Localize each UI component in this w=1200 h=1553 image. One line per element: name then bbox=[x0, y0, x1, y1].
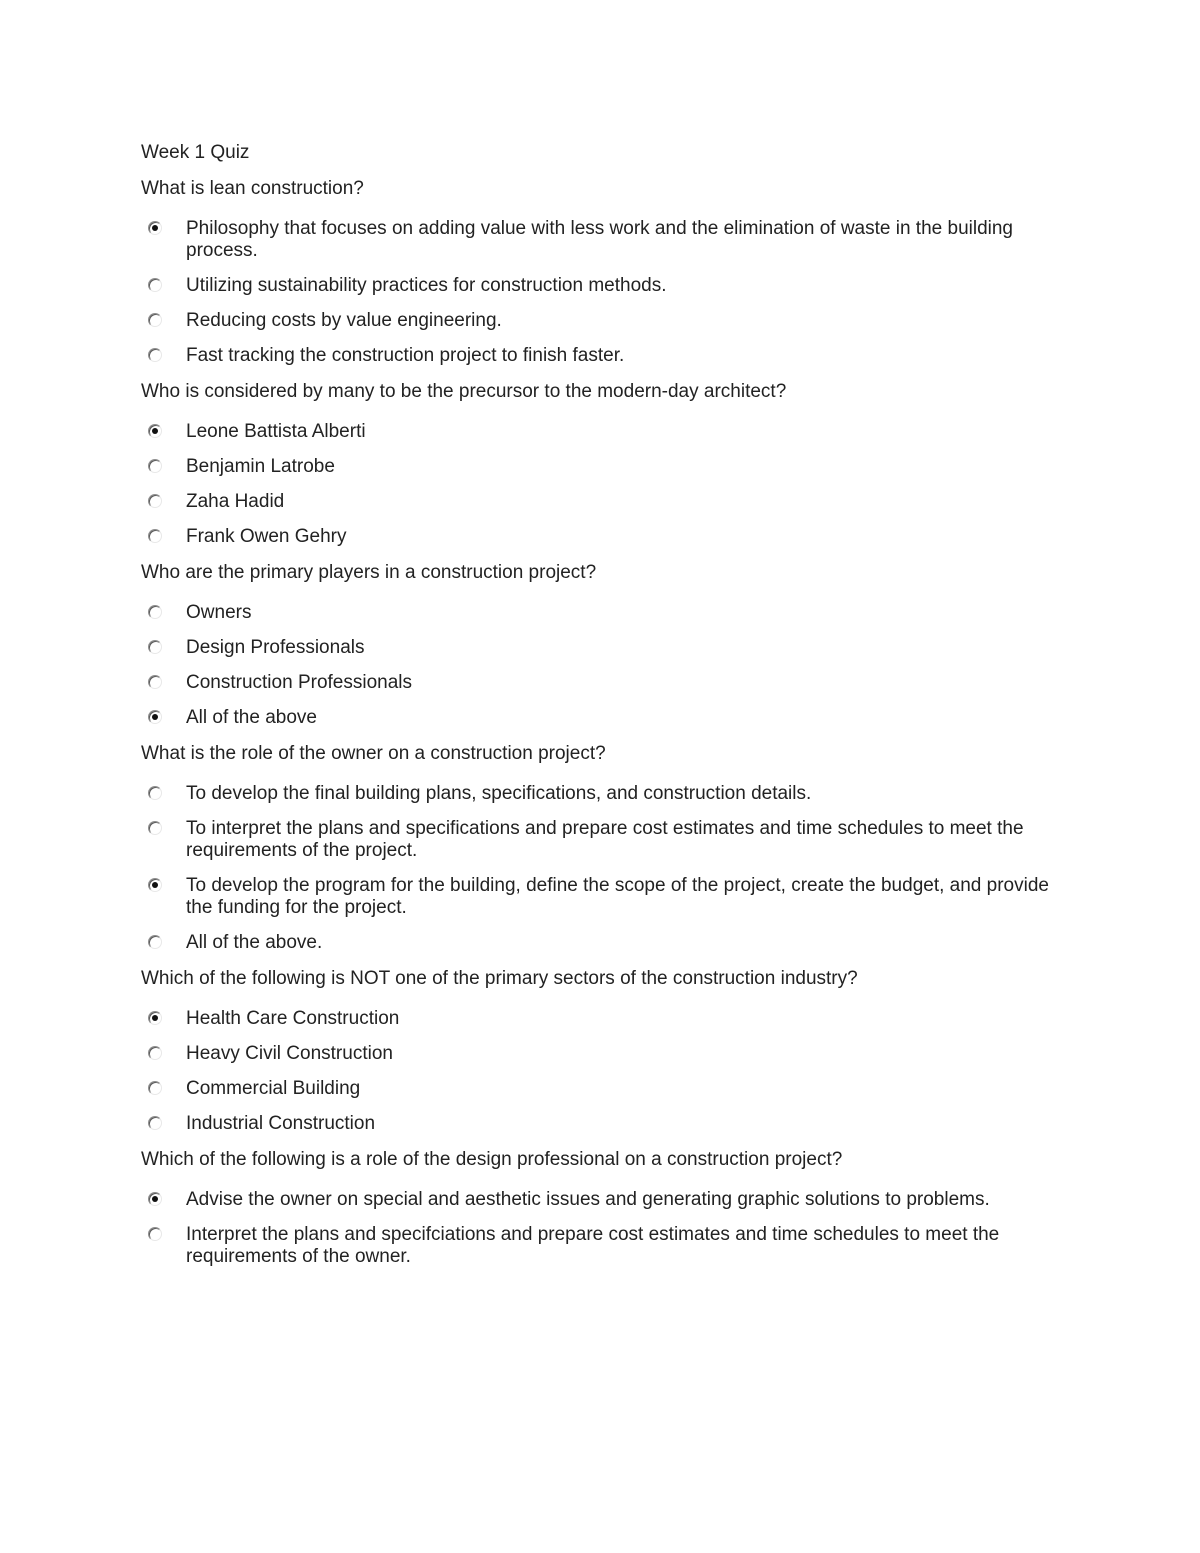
radio-selected-icon[interactable] bbox=[148, 424, 162, 438]
radio-unselected-icon[interactable] bbox=[148, 786, 162, 800]
answer-options bbox=[141, 1189, 1071, 1268]
answer-option-label: Reducing costs by value engineering. bbox=[186, 310, 502, 331]
question-block bbox=[141, 380, 1071, 548]
answer-option-label: Design Professionals bbox=[186, 637, 365, 658]
answer-option[interactable] bbox=[141, 932, 1071, 954]
answer-option[interactable] bbox=[141, 875, 1071, 919]
radio-unselected-icon[interactable] bbox=[148, 640, 162, 654]
answer-option[interactable] bbox=[141, 818, 1071, 862]
radio-unselected-icon[interactable] bbox=[148, 278, 162, 292]
answer-option-label: Zaha Hadid bbox=[186, 491, 285, 512]
answer-option[interactable] bbox=[141, 275, 1071, 297]
answer-options bbox=[141, 602, 1071, 729]
radio-selected-icon[interactable] bbox=[148, 878, 162, 892]
answer-option[interactable] bbox=[141, 1043, 1071, 1065]
radio-unselected-icon[interactable] bbox=[148, 313, 162, 327]
question-list bbox=[141, 177, 1071, 1268]
answer-options bbox=[141, 218, 1071, 367]
answer-option-label: Fast tracking the construction project to finish faster. bbox=[186, 345, 625, 366]
answer-option-label: Construction Professionals bbox=[186, 672, 412, 693]
radio-unselected-icon[interactable] bbox=[148, 1046, 162, 1060]
radio-unselected-icon[interactable] bbox=[148, 1227, 162, 1241]
question-text: Which of the following is NOT one of the primary sectors of the construction industry? bbox=[141, 968, 858, 989]
question-block bbox=[141, 1148, 1071, 1268]
radio-selected-icon[interactable] bbox=[148, 1192, 162, 1206]
answer-option[interactable] bbox=[141, 1189, 1071, 1211]
answer-option-label: Benjamin Latrobe bbox=[186, 456, 335, 477]
answer-option-label: Owners bbox=[186, 602, 252, 623]
question-text: What is lean construction? bbox=[141, 178, 364, 199]
answer-option-label: Leone Battista Alberti bbox=[186, 421, 366, 442]
radio-unselected-icon[interactable] bbox=[148, 675, 162, 689]
radio-unselected-icon[interactable] bbox=[148, 605, 162, 619]
radio-unselected-icon[interactable] bbox=[148, 529, 162, 543]
answer-option-label: Industrial Construction bbox=[186, 1113, 376, 1134]
answer-option[interactable] bbox=[141, 526, 1071, 548]
answer-option-label: Utilizing sustainability practices for construction methods. bbox=[186, 275, 667, 296]
answer-option[interactable] bbox=[141, 1078, 1071, 1100]
question-block bbox=[141, 742, 1071, 954]
question-text: Who is considered by many to be the precursor to the modern-day architect? bbox=[141, 381, 787, 402]
answer-option[interactable] bbox=[141, 421, 1071, 443]
answer-option-label: Health Care Construction bbox=[186, 1008, 400, 1029]
answer-option[interactable] bbox=[141, 783, 1071, 805]
answer-option[interactable] bbox=[141, 1008, 1071, 1030]
answer-options bbox=[141, 783, 1071, 954]
radio-unselected-icon[interactable] bbox=[148, 494, 162, 508]
answer-option[interactable] bbox=[141, 1113, 1071, 1135]
answer-option-label: Interpret the plans and specifciations and prepare cost estimates and time schedules to meet the requirements of the owner. bbox=[186, 1224, 1000, 1267]
question-block bbox=[141, 177, 1071, 367]
answer-option[interactable] bbox=[141, 456, 1071, 478]
answer-option[interactable] bbox=[141, 707, 1071, 729]
radio-selected-icon[interactable] bbox=[148, 710, 162, 724]
answer-option-label: To develop the program for the building, define the scope of the project, create the budget, and provide the funding for the project. bbox=[186, 875, 1049, 918]
radio-unselected-icon[interactable] bbox=[148, 459, 162, 473]
answer-option-label: Philosophy that focuses on adding value with less work and the elimination of waste in the building process. bbox=[186, 218, 1014, 261]
answer-option-label: Frank Owen Gehry bbox=[186, 526, 347, 547]
question-text: Who are the primary players in a construction project? bbox=[141, 562, 597, 583]
question-text: Which of the following is a role of the design professional on a construction project? bbox=[141, 1149, 843, 1170]
answer-options bbox=[141, 1008, 1071, 1135]
radio-selected-icon[interactable] bbox=[148, 221, 162, 235]
radio-unselected-icon[interactable] bbox=[148, 348, 162, 362]
answer-option-label: To interpret the plans and specifications and prepare cost estimates and time schedules to meet the requirements of the project. bbox=[186, 818, 1024, 861]
answer-option[interactable] bbox=[141, 491, 1071, 513]
radio-unselected-icon[interactable] bbox=[148, 1116, 162, 1130]
quiz-page bbox=[141, 141, 1071, 1281]
answer-option[interactable] bbox=[141, 218, 1071, 262]
radio-unselected-icon[interactable] bbox=[148, 935, 162, 949]
radio-selected-icon[interactable] bbox=[148, 1011, 162, 1025]
quiz-title: Week 1 Quiz bbox=[141, 142, 250, 163]
question-text: What is the role of the owner on a construction project? bbox=[141, 743, 606, 764]
answer-option[interactable] bbox=[141, 672, 1071, 694]
answer-option[interactable] bbox=[141, 637, 1071, 659]
answer-options bbox=[141, 421, 1071, 548]
answer-option-label: Commercial Building bbox=[186, 1078, 361, 1099]
answer-option[interactable] bbox=[141, 310, 1071, 332]
radio-unselected-icon[interactable] bbox=[148, 1081, 162, 1095]
answer-option-label: Advise the owner on special and aesthetic issues and generating graphic solutions to problems. bbox=[186, 1189, 990, 1210]
answer-option-label: All of the above. bbox=[186, 932, 323, 953]
question-block bbox=[141, 967, 1071, 1135]
radio-unselected-icon[interactable] bbox=[148, 821, 162, 835]
answer-option-label: To develop the final building plans, specifications, and construction details. bbox=[186, 783, 812, 804]
answer-option[interactable] bbox=[141, 602, 1071, 624]
answer-option-label: All of the above bbox=[186, 707, 317, 728]
answer-option[interactable] bbox=[141, 1224, 1071, 1268]
answer-option-label: Heavy Civil Construction bbox=[186, 1043, 393, 1064]
question-block bbox=[141, 561, 1071, 729]
answer-option[interactable] bbox=[141, 345, 1071, 367]
